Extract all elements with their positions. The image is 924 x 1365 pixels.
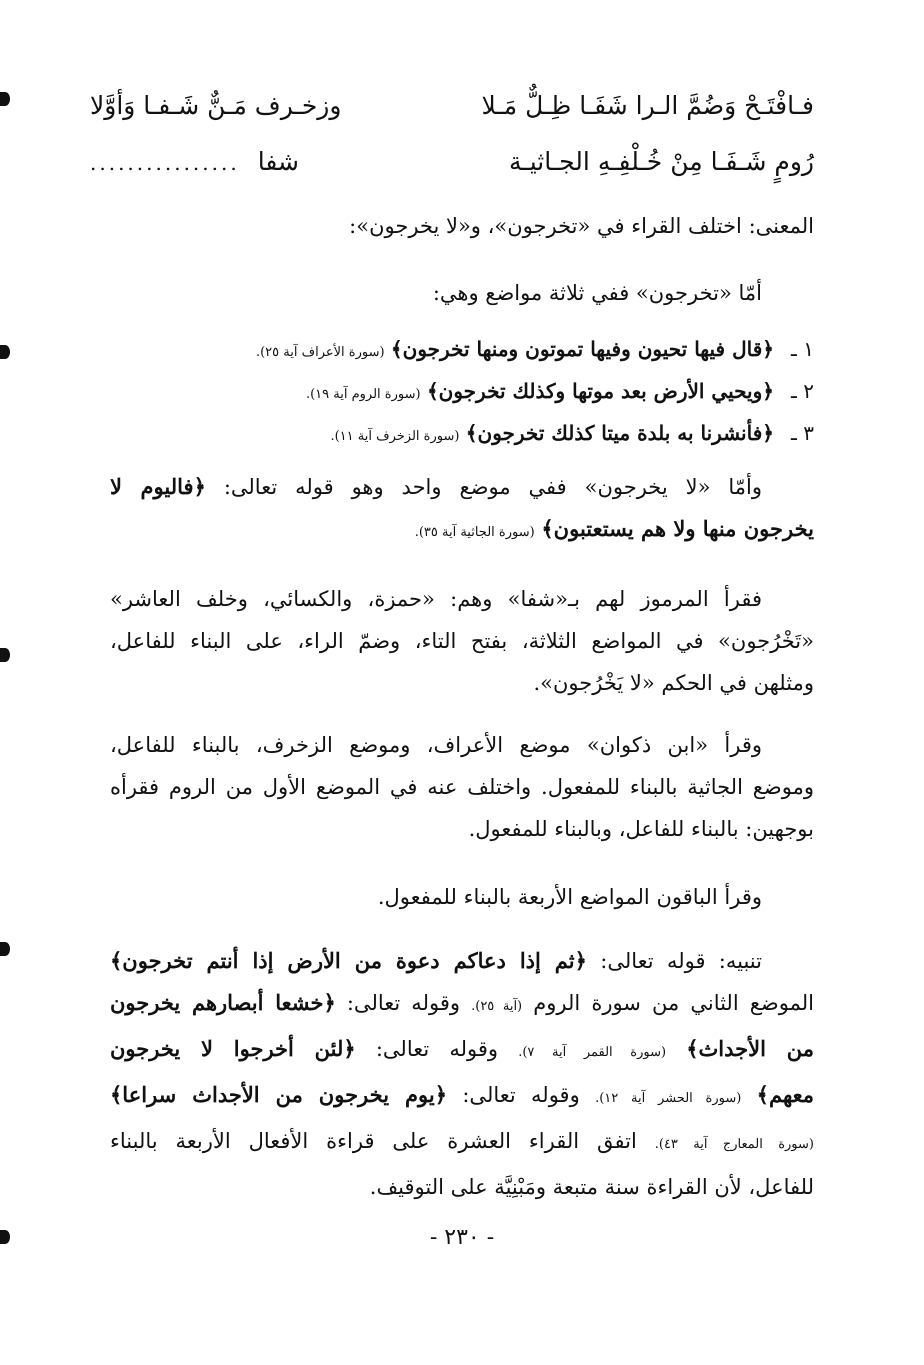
ayah-reference: (آية ٢٥). — [471, 999, 523, 1014]
list-item — [110, 414, 814, 456]
scan-margin-mark — [0, 345, 10, 359]
list-item — [110, 372, 814, 414]
paragraph-line — [110, 1074, 814, 1120]
ibn-dhakwan-paragraph — [110, 724, 814, 850]
paragraph-line — [110, 508, 814, 554]
paragraph-line — [110, 1028, 814, 1074]
ayah-reference: (سورة الزخرف آية ١١). — [330, 429, 460, 444]
ayah-list — [110, 330, 814, 456]
paragraph-line: للفاعل، لأن القراءة سنة متبعة ومَبْنِيَّة على التوقيف. — [369, 1175, 814, 1199]
scan-margin-mark — [0, 92, 10, 106]
paragraph-line: فقرأ المرموز لهم بـ«شفا» وهم: «حمزة، والكسائي، وخلف العاشر» — [110, 587, 762, 611]
paragraph-line: ومثلهن في الحكم «لا يَخْرُجون». — [533, 671, 814, 695]
scan-margin-mark — [0, 648, 10, 662]
list-item — [110, 330, 814, 372]
item-number: ١ ـ — [791, 337, 814, 361]
verse-line-1 — [90, 78, 814, 134]
ayah-text: ﴿لئن أخرجوا لا يخرجون — [110, 1036, 356, 1061]
paragraph-text: وقوله تعالى: — [346, 991, 460, 1015]
paragraph-text: الموضع الثاني من سورة الروم — [533, 991, 814, 1015]
verse-first-hemistich: رُومٍ شَـفَـا مِنْ خُـلْفِـهِ الجـاثيـة — [509, 147, 814, 176]
ayah-reference: (سورة الأعراف آية ٢٥). — [255, 345, 385, 360]
scan-margin-mark — [0, 942, 10, 956]
readers-paragraph — [110, 578, 814, 704]
note-label: تنبيه: قوله تعالى: — [600, 949, 762, 973]
intro-line: أمّا «تخرجون» ففي ثلاثة مواضع وهي: — [432, 281, 762, 305]
ayah-text: ﴿ويحيي الأرض بعد موتها وكذلك تخرجون﴾ — [426, 379, 774, 403]
verse-line-2 — [90, 134, 814, 190]
paragraph-line — [110, 940, 814, 982]
paragraph-line — [110, 466, 814, 508]
ayah-text: من الأجداث﴾ — [686, 1036, 814, 1061]
ayah-text: ﴿ثم إذا دعاكم دعوة من الأرض إذا أنتم تخرجون﴾ — [110, 948, 587, 973]
intro-paragraph — [110, 272, 814, 314]
dotted-leader: ................ — [90, 151, 240, 175]
rest-readers-paragraph — [110, 876, 814, 918]
ayah-reference: (سورة المعارج آية ٤٣). — [654, 1137, 814, 1152]
paragraph-line: «تَخْرُجون» في المواضع الثلاثة، بفتح التاء، وضمّ الراء، على البناء للفاعل، — [110, 629, 814, 653]
reader-code: شفا — [257, 147, 299, 176]
ayah-reference: (سورة الحشر آية ١٢). — [595, 1091, 742, 1106]
ayah-reference: (سورة الجاثية آية ٣٥). — [414, 525, 535, 540]
note-paragraph — [110, 940, 814, 1208]
paragraph-text: اتفق القراء العشرة على قراءة الأفعال الأربعة بالبناء — [110, 1129, 637, 1153]
ayah-reference: (سورة القمر آية ٧). — [518, 1045, 667, 1060]
item-number: ٢ ـ — [791, 379, 814, 403]
meaning-paragraph — [110, 205, 814, 247]
verse-first-hemistich: فـافْتَـحْ وَضُمَّ الـرا شَفَـا ظِـلٌّ مَـلا — [481, 91, 814, 120]
ayah-text: ﴿خشعا أبصارهم يخرجون — [110, 990, 336, 1015]
paragraph-text: وقوله تعالى: — [375, 1037, 499, 1061]
paragraph-text: وأمّا «لا يخرجون» ففي موضع واحد وهو قوله تعالى: — [223, 475, 762, 499]
paragraph-line — [110, 1120, 814, 1166]
ayah-reference: (سورة الروم آية ١٩). — [305, 387, 421, 402]
ayah-text: يخرجون منها ولا هم يستعتبون﴾ — [541, 516, 814, 541]
ayah-text: معهم﴾ — [756, 1082, 815, 1107]
item-number: ٣ ـ — [791, 421, 814, 445]
page-number: - ٢٣٠ - — [429, 1225, 495, 1250]
ayah-text: ﴿يوم يخرجون من الأجداث سراعا﴾ — [110, 1082, 448, 1107]
ayah-text: ﴿فاليوم لا — [110, 474, 206, 499]
verse-second-hemistich: وزخـرف مَـنٌّ شَـفـا وَأوَّلا — [90, 91, 342, 120]
poem-verse — [90, 78, 814, 190]
paragraph-line: وموضع الجاثية بالبناء للمفعول. واختلف عنه في الموضع الأول من الروم فقرأه — [110, 775, 814, 799]
paragraph-text: وقوله تعالى: — [462, 1083, 580, 1107]
single-place-paragraph — [110, 466, 814, 554]
paragraph-line: وقرأ الباقون المواضع الأربعة بالبناء للمفعول. — [377, 885, 762, 909]
ayah-text: ﴿قال فيها تحيون وفيها تموتون ومنها تخرجون﴾ — [390, 337, 774, 361]
paragraph-line: وقرأ «ابن ذكوان» موضع الأعراف، وموضع الزخرف، بالبناء للفاعل، — [110, 733, 762, 757]
verse-second-hemistich — [90, 134, 299, 191]
meaning-line: المعنى: اختلف القراء في «تخرجون»، و«لا يخرجون»: — [349, 214, 814, 238]
paragraph-line — [110, 982, 814, 1028]
paragraph-line: بوجهين: بالبناء للفاعل، وبالبناء للمفعول. — [468, 817, 814, 841]
ayah-text: ﴿فأنشرنا به بلدة ميتا كذلك تخرجون﴾ — [465, 421, 774, 445]
